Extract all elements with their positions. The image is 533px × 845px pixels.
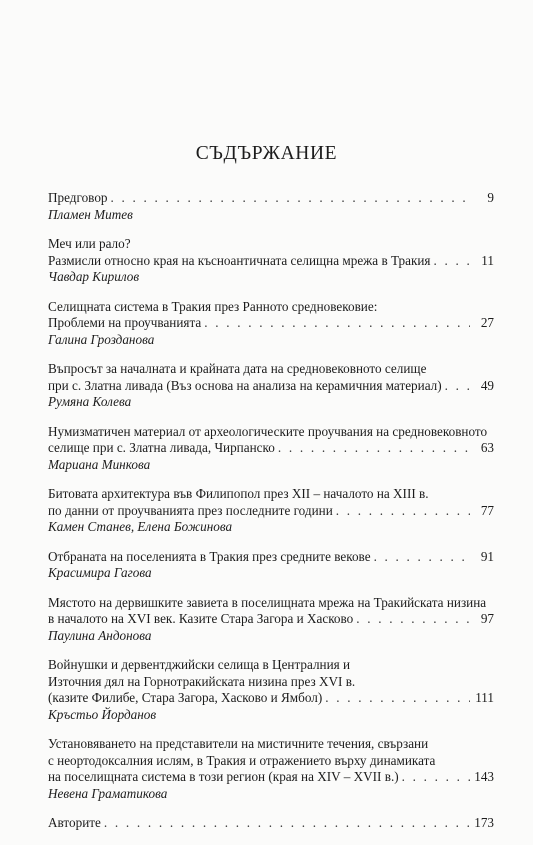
- leader-dots: [445, 378, 470, 395]
- leader-dots: [104, 815, 470, 832]
- page-number: 111: [475, 690, 494, 705]
- entry-leader-line: [48, 690, 494, 707]
- entry-title-line: Меч или рало?: [48, 236, 131, 251]
- toc-entry[interactable]: [48, 361, 494, 411]
- entry-title-line: Въпросът за началната и крайната дата на средновековното селище: [48, 361, 427, 376]
- page-title: СЪДЪРЖАНИЕ: [195, 143, 338, 164]
- entry-title-last-line: Проблеми на проучванията: [48, 315, 202, 330]
- toc-entry[interactable]: [48, 595, 494, 645]
- leader-dots: [111, 190, 470, 207]
- toc-entry[interactable]: [48, 657, 494, 723]
- entry-author: Галина Грозданова: [48, 331, 155, 347]
- toc-entry[interactable]: [48, 736, 494, 802]
- entry-leader-line: [48, 503, 494, 520]
- entry-author: Мариана Минкова: [48, 456, 151, 472]
- page-number: 27: [480, 315, 494, 330]
- entry-title-line: Нумизматичен материал от археологическите проучвания на средновековното: [48, 423, 488, 439]
- entry-leader-line: [48, 190, 494, 207]
- leader-dots: [434, 253, 470, 270]
- entry-title-last-line: в началото на XVI век. Казите Стара Загора и Хасково: [48, 611, 354, 626]
- entry-title-last-line: на поселищната система в този регион (края на XIV – XVII в.): [48, 769, 399, 784]
- page-number: 97: [480, 611, 494, 626]
- entry-title-line: Войнушки и дервентджийски селища в Централния и: [48, 657, 351, 672]
- page-number: 173: [474, 815, 494, 830]
- toc-entry[interactable]: [48, 299, 494, 349]
- entry-leader-line: [48, 611, 494, 628]
- entry-author: Румяна Колева: [48, 394, 132, 409]
- leader-dots: [278, 440, 470, 457]
- entry-title-line: Източния дял на Горнотракийската низина през XVI в.: [48, 673, 356, 689]
- entry-author: Пламен Митев: [48, 206, 133, 222]
- entry-leader-line: [48, 440, 494, 457]
- leader-dots: [325, 690, 470, 707]
- toc-entry[interactable]: [48, 424, 494, 474]
- leader-dots: [374, 549, 470, 566]
- entry-leader-line: [48, 549, 494, 566]
- entry-title-last-line: Размисли относно края на късноантичната селищна мрежа в Тракия: [48, 252, 431, 268]
- entry-title-last-line: Отбраната на поселенията в Тракия през средните векове: [48, 548, 371, 564]
- entry-leader-line: [48, 769, 494, 786]
- table-of-contents: [48, 190, 494, 845]
- page-number: 11: [481, 252, 494, 268]
- entry-title-last-line: селище при с. Златна ливада, Чирпанско: [48, 440, 275, 455]
- toc-entry[interactable]: [48, 486, 494, 536]
- entry-title-last-line: Авторите: [48, 815, 101, 830]
- leader-dots: [356, 611, 470, 628]
- entry-title-last-line: при с. Златна ливада (Въз основа на анализа на керамичния материал): [48, 377, 442, 393]
- entry-title-line: Установяването на представители на мистичните течения, свързани: [48, 736, 429, 751]
- page-number: 49: [480, 377, 494, 393]
- page-number: 77: [480, 502, 494, 518]
- entry-title-line: Селищната система в Тракия през Ранното средновековие:: [48, 298, 378, 314]
- entry-author: Кръстьо Йорданов: [48, 706, 157, 722]
- entry-author: Камен Станев, Елена Божинова: [48, 519, 233, 534]
- leader-dots: [204, 315, 470, 332]
- entry-author: Паулина Андонова: [48, 627, 152, 643]
- toc-entry[interactable]: [48, 236, 494, 286]
- leader-dots: [336, 503, 470, 520]
- page-number: 91: [480, 548, 494, 564]
- toc-entry[interactable]: [48, 549, 494, 582]
- page-number: 143: [474, 769, 494, 784]
- leader-dots: [402, 769, 470, 786]
- entry-author: Чавдар Кирилов: [48, 269, 140, 284]
- entry-author: Невена Граматикова: [48, 785, 168, 801]
- entry-leader-line: [48, 253, 494, 270]
- toc-entry[interactable]: [48, 815, 494, 832]
- entry-title-last-line: Предговор: [48, 190, 108, 205]
- entry-leader-line: [48, 815, 494, 832]
- page-number: 9: [487, 190, 494, 205]
- entry-author: Красимира Гагова: [48, 565, 152, 580]
- entry-leader-line: [48, 378, 494, 395]
- toc-entry[interactable]: [48, 190, 494, 223]
- entry-title-line: Мястото на дервишките завиета в поселищната мрежа на Тракийската низина: [48, 594, 487, 610]
- entry-title-line: Битовата архитектура във Филипопол през XII – началото на XIII в.: [48, 486, 429, 501]
- entry-title-line: с неортодоксалния ислям, в Тракия и отражението върху динамиката: [48, 752, 436, 768]
- entry-title-last-line: (казите Филибе, Стара Загора, Хасково и Ямбол): [48, 690, 323, 705]
- entry-leader-line: [48, 315, 494, 332]
- page-number: 63: [480, 440, 494, 455]
- entry-title-last-line: по данни от проучванията през последните години: [48, 502, 333, 518]
